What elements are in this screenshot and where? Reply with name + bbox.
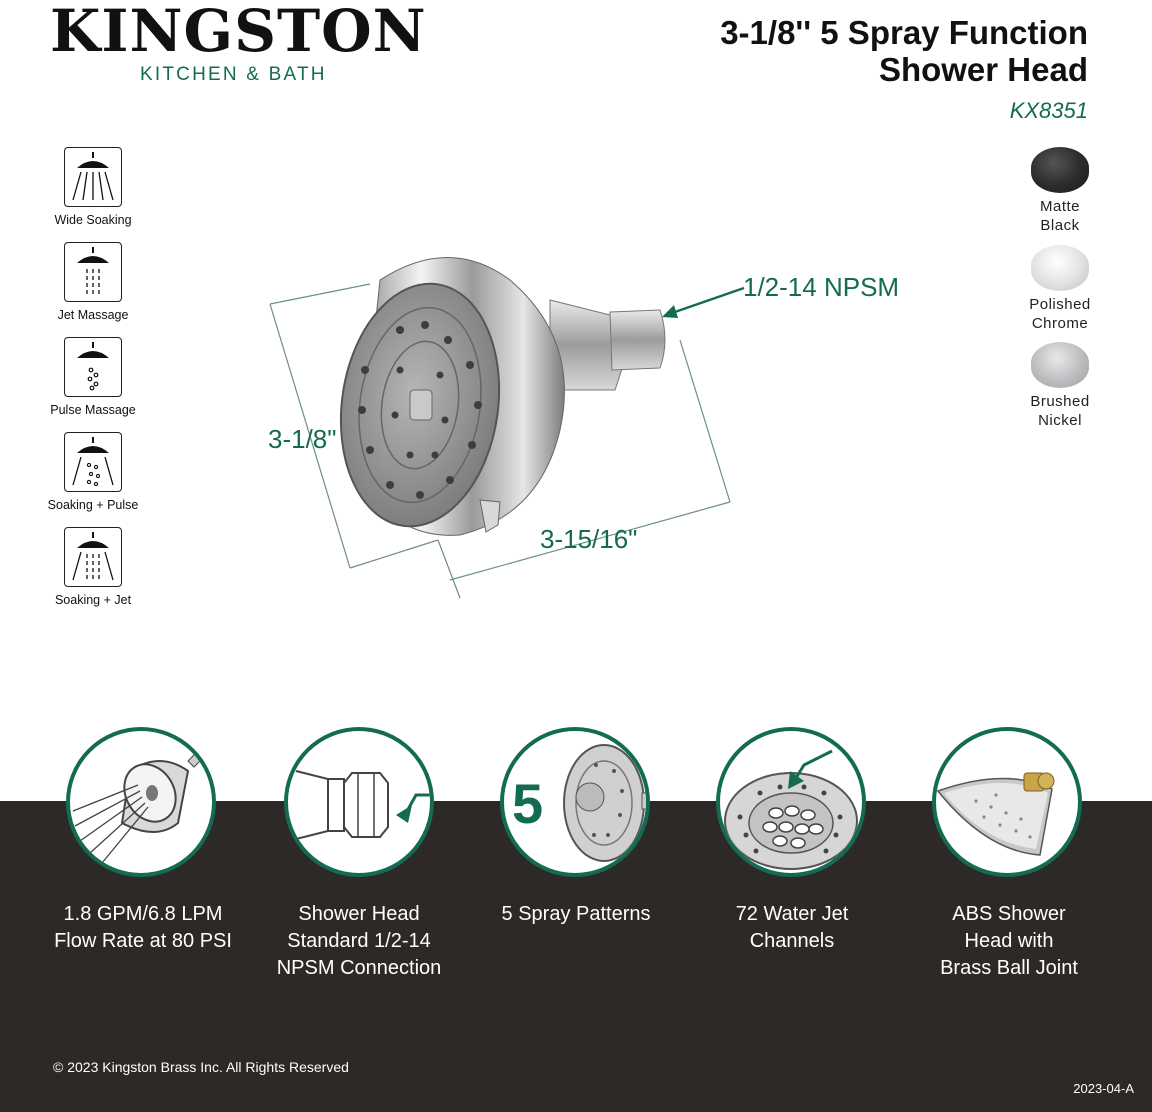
document-code: 2023-04-A [1073,1081,1134,1096]
title-line-1: 3-1/8'' 5 Spray Function [720,14,1088,51]
height-dimension: 3-1/8" [268,424,337,454]
connection-arrow-icon [660,285,750,325]
feature-ball-joint-text: ABS Shower Head with Brass Ball Joint [940,903,1078,979]
spray-label: Soaking + Jet [54,593,132,607]
spray-label: Soaking + Pulse [47,498,139,512]
finish-label: Brushed Nickel [1030,393,1090,429]
spray-label: Pulse Massage [50,403,136,417]
finish-matte-black [1015,147,1105,235]
pulse-massage-icon [64,337,122,397]
wide-soaking-icon [64,147,122,207]
feature-connection-text: Shower Head Standard 1/2-14 NPSM Connection [276,903,442,979]
spray-label: Jet Massage [57,308,129,322]
soaking-jet-icon [64,527,122,587]
finish-polished-chrome [1015,245,1105,333]
spray-label: Wide Soaking [54,213,132,227]
five-badge: 5 [512,772,544,835]
feature-spray-patterns-text: 5 Spray Patterns [501,903,651,925]
spray-function-jet-massage [38,242,148,322]
spray-function-pulse-massage [38,337,148,417]
ball-joint-icon [932,727,1082,877]
title-line-2: Shower Head [878,51,1088,88]
model-number: KX8351 [1009,98,1088,123]
soaking-pulse-icon [64,432,122,492]
spray-function-soaking-jet [38,527,148,607]
connection-dimension: 1/2-14 NPSM [743,272,900,302]
finish-label: Polished Chrome [1029,296,1091,332]
brand-subtitle: KITCHEN & BATH [140,64,327,85]
spray-function-soaking-pulse [38,432,148,512]
finish-swatch-nickel [1031,342,1089,388]
connection-icon [284,727,434,877]
copyright: © 2023 Kingston Brass Inc. All Rights Reserved [53,1059,349,1075]
finish-brushed-nickel [1015,342,1105,430]
product-title [528,14,1088,88]
feature-flow-rate-text: 1.8 GPM/6.8 LPM Flow Rate at 80 PSI [54,903,232,952]
flow-rate-icon [66,727,216,877]
water-jet-icon [716,727,866,877]
finish-swatch-black [1031,147,1089,193]
depth-dimension: 3-15/16" [540,524,638,554]
spray-function-wide-soaking [38,147,148,227]
feature-water-jet-text: 72 Water Jet Channels [735,903,849,952]
brand-logo: KINGSTON [50,0,427,65]
finish-label: Matte Black [1039,198,1080,234]
finish-swatch-chrome [1031,245,1089,291]
spray-patterns-icon [500,727,650,877]
jet-massage-icon [64,242,122,302]
